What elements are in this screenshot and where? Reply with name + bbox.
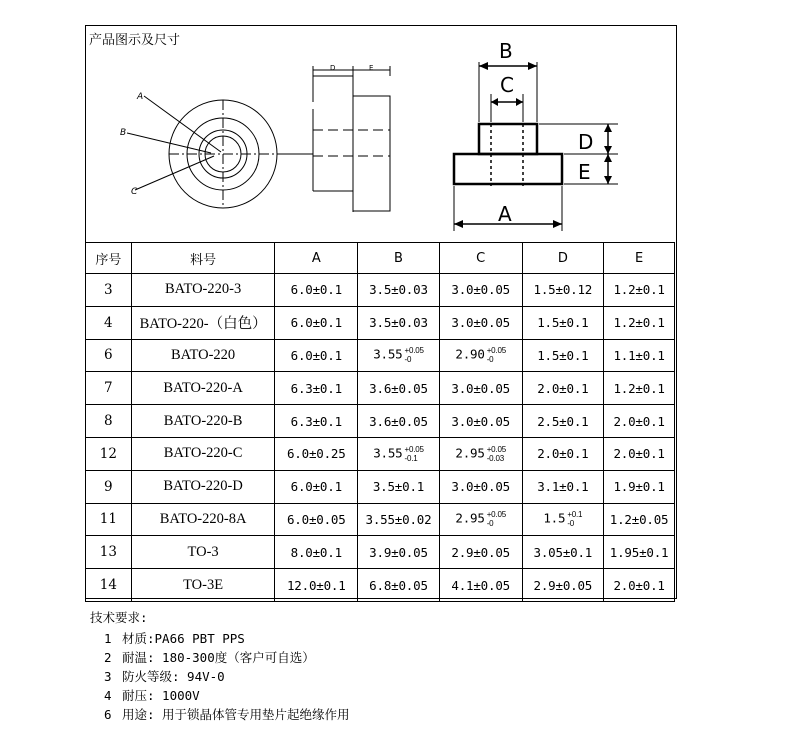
cell-b: 6.8±0.05 <box>358 569 440 602</box>
dimension-table <box>85 242 675 602</box>
cell-c: 3.0±0.05 <box>439 470 522 503</box>
cell-c: 3.0±0.05 <box>439 274 522 307</box>
cell-d: 1.5±0.1 <box>522 306 604 339</box>
cell-a: 6.0±0.1 <box>275 470 358 503</box>
requirement-text: 耐压: 1000V <box>122 688 200 703</box>
tolerance-upper: +0.05 <box>486 510 506 520</box>
table-row <box>86 306 675 339</box>
cell-c: 2.9±0.05 <box>439 536 522 569</box>
figure-caption: 产品图示及尺寸 <box>89 33 181 48</box>
cell-no: 3 <box>86 274 132 307</box>
product-figure <box>86 26 676 242</box>
requirement-number: 2 <box>104 650 112 665</box>
label-e-right: E <box>578 160 591 184</box>
table-row <box>86 536 675 569</box>
cell-a: 6.0±0.1 <box>275 339 358 372</box>
cell-c <box>439 503 522 536</box>
cell-b: 3.5±0.03 <box>358 274 440 307</box>
cell-no: 13 <box>86 536 132 569</box>
cell-a: 6.0±0.05 <box>275 503 358 536</box>
tolerance-base: 3.55 <box>373 445 403 461</box>
requirement-number: 3 <box>104 669 112 684</box>
tolerance-lower: -0 <box>404 355 412 365</box>
cell-d: 2.0±0.1 <box>522 437 604 470</box>
header-cell: 料号 <box>131 243 275 274</box>
requirement-text: 防火等级: 94V-0 <box>122 669 225 684</box>
requirement-number: 6 <box>104 707 112 722</box>
cell-e: 1.2±0.1 <box>604 372 675 405</box>
cell-b: 3.55±0.02 <box>358 503 440 536</box>
tolerance-upper: +0.05 <box>486 444 506 454</box>
requirement-text: 用途: 用于锁晶体管专用垫片起绝缘作用 <box>122 707 350 722</box>
tolerance-limits <box>405 445 424 463</box>
cell-model: BATO-220-A <box>131 372 275 405</box>
cell-no: 4 <box>86 306 132 339</box>
cell-c: 3.0±0.05 <box>439 372 522 405</box>
requirement-item <box>90 705 350 724</box>
cell-d: 2.5±0.1 <box>522 405 604 438</box>
cell-model: BATO-220-D <box>131 470 275 503</box>
requirement-text: 材质:PA66 PBT PPS <box>122 631 245 646</box>
cell-d: 2.0±0.1 <box>522 372 604 405</box>
label-c-right: C <box>500 73 514 97</box>
label-a-right: A <box>498 202 512 226</box>
cell-b: 3.6±0.05 <box>358 405 440 438</box>
cell-b: 3.5±0.1 <box>358 470 440 503</box>
tolerance-lower: -0.1 <box>404 453 418 463</box>
header-cell: D <box>522 243 604 274</box>
cell-d: 1.5±0.12 <box>522 274 604 307</box>
requirement-number: 4 <box>104 688 112 703</box>
tolerance-base: 1.5 <box>543 510 566 526</box>
header-cell: 序号 <box>86 243 132 274</box>
tolerance-base: 2.90 <box>455 346 485 362</box>
requirement-item <box>90 648 350 667</box>
cell-a: 6.3±0.1 <box>275 372 358 405</box>
tolerance-upper: +0.05 <box>486 346 506 356</box>
label-d-right: D <box>578 130 594 154</box>
cell-e: 2.0±0.1 <box>604 437 675 470</box>
requirement-item <box>90 629 350 648</box>
cell-no: 9 <box>86 470 132 503</box>
tolerance-base: 2.95 <box>455 445 485 461</box>
cell-a: 6.0±0.1 <box>275 274 358 307</box>
tolerance-limits <box>567 510 582 528</box>
requirements-title: 技术要求: <box>90 610 148 625</box>
cell-model: BATO-220-C <box>131 437 275 470</box>
cell-model: BATO-220-8A <box>131 503 275 536</box>
header-cell: E <box>604 243 675 274</box>
tolerance-upper: +0.05 <box>404 444 424 454</box>
table-row <box>86 274 675 307</box>
cell-d: 1.5±0.1 <box>522 339 604 372</box>
requirement-item <box>90 667 350 686</box>
cell-d <box>522 503 604 536</box>
requirement-text: 耐温: 180-300度（客户可自选） <box>122 650 315 665</box>
technical-drawing <box>86 26 676 242</box>
cell-a: 12.0±0.1 <box>275 569 358 602</box>
label-a-left: A <box>137 92 144 102</box>
table-header-row <box>86 243 675 274</box>
cell-b: 3.5±0.03 <box>358 306 440 339</box>
header-cell: C <box>439 243 522 274</box>
tolerance-base: 3.55 <box>373 346 403 362</box>
cell-e: 2.0±0.1 <box>604 405 675 438</box>
cell-no: 7 <box>86 372 132 405</box>
cell-c <box>439 437 522 470</box>
cell-a: 6.0±0.1 <box>275 306 358 339</box>
label-b-right: B <box>499 39 513 63</box>
tolerance-limits <box>405 346 424 364</box>
cell-c: 3.0±0.05 <box>439 405 522 438</box>
tolerance-upper: +0.05 <box>404 346 424 356</box>
tolerance-lower: -0.03 <box>486 453 504 463</box>
tolerance-limits <box>487 445 506 463</box>
tolerance-lower: -0 <box>567 519 575 529</box>
cell-model: BATO-220 <box>131 339 275 372</box>
cell-model: TO-3 <box>131 536 275 569</box>
cell-a: 8.0±0.1 <box>275 536 358 569</box>
cell-b: 3.9±0.05 <box>358 536 440 569</box>
ring-top-view <box>127 96 286 208</box>
cell-model: BATO-220-（白色） <box>131 306 275 339</box>
cell-e: 1.2±0.1 <box>604 306 675 339</box>
label-b-left: B <box>120 128 127 138</box>
technical-requirements <box>90 608 350 724</box>
cell-no: 12 <box>86 437 132 470</box>
cell-c: 3.0±0.05 <box>439 306 522 339</box>
tolerance-lower: -0 <box>486 355 494 365</box>
table-row <box>86 503 675 536</box>
table-row <box>86 437 675 470</box>
cell-e: 1.95±0.1 <box>604 536 675 569</box>
requirement-item <box>90 686 350 705</box>
cell-e: 1.9±0.1 <box>604 470 675 503</box>
label-e-mid: E <box>369 64 374 72</box>
cell-model: TO-3E <box>131 569 275 602</box>
cell-e: 2.0±0.1 <box>604 569 675 602</box>
cell-b <box>358 437 440 470</box>
cell-d: 3.05±0.1 <box>522 536 604 569</box>
header-cell: B <box>358 243 440 274</box>
cell-a: 6.3±0.1 <box>275 405 358 438</box>
cell-e: 1.2±0.05 <box>604 503 675 536</box>
tolerance-limits <box>487 510 506 528</box>
cell-no: 6 <box>86 339 132 372</box>
cell-b <box>358 339 440 372</box>
cell-c <box>439 339 522 372</box>
cell-d: 3.1±0.1 <box>522 470 604 503</box>
table-row <box>86 405 675 438</box>
table-row <box>86 339 675 372</box>
cell-b: 3.6±0.05 <box>358 372 440 405</box>
tolerance-base: 2.95 <box>455 510 485 526</box>
cell-no: 8 <box>86 405 132 438</box>
cell-e: 1.1±0.1 <box>604 339 675 372</box>
table-row <box>86 372 675 405</box>
ring-side-view <box>286 66 390 212</box>
cell-a: 6.0±0.25 <box>275 437 358 470</box>
tolerance-limits <box>487 346 506 364</box>
cell-no: 11 <box>86 503 132 536</box>
cell-e: 1.2±0.1 <box>604 274 675 307</box>
tolerance-upper: +0.1 <box>567 510 583 520</box>
spec-sheet-frame <box>85 25 677 599</box>
header-cell: A <box>275 243 358 274</box>
cell-model: BATO-220-3 <box>131 274 275 307</box>
tolerance-lower: -0 <box>486 519 494 529</box>
cell-no: 14 <box>86 569 132 602</box>
cell-c: 4.1±0.05 <box>439 569 522 602</box>
table-row <box>86 470 675 503</box>
requirement-number: 1 <box>104 631 112 646</box>
label-c-left: C <box>131 187 138 197</box>
cell-d: 2.9±0.05 <box>522 569 604 602</box>
label-d-mid: D <box>330 64 336 72</box>
cell-model: BATO-220-B <box>131 405 275 438</box>
table-row <box>86 569 675 602</box>
